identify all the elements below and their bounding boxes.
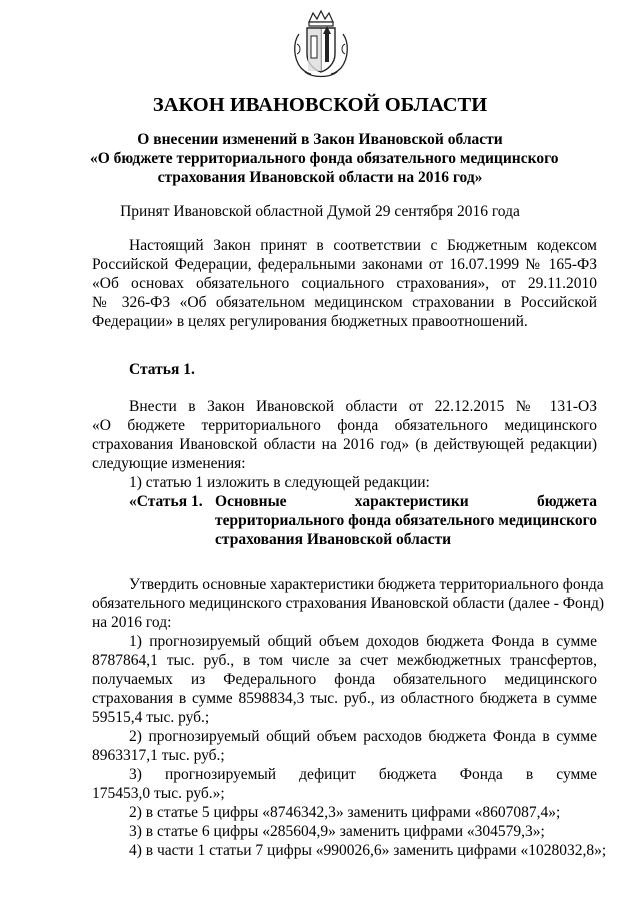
- subitem-1: [92, 632, 597, 727]
- subitem-line: 1) прогнозируемый общий объем доходов бюджета Фонда в сумме: [129, 633, 597, 650]
- ivanovo-coat-of-arms-icon: [285, 8, 357, 80]
- law-title: ЗАКОН ИВАНОВСКОЙ ОБЛАСТИ: [152, 94, 488, 116]
- subitem-line: 3) прогнозируемый дефицит бюджета Фонда в сумме: [129, 766, 597, 783]
- subitem-line: 59515,4 тыс. руб.;: [92, 709, 210, 726]
- subitem-line: 8963317,1 тыс. руб.;: [92, 747, 225, 764]
- approve-paragraph: [92, 575, 605, 632]
- article-1-heading: Статья 1.: [129, 361, 195, 378]
- subitem-3: [92, 765, 597, 803]
- quoted-title-line: страхования Ивановской области: [215, 531, 452, 548]
- subtitle-line: О внесении изменений в Закон Ивановской области: [137, 131, 503, 148]
- intro-line: следующие изменения:: [92, 455, 246, 472]
- quoted-title-line: территориального фонда обязательного медицинского: [215, 512, 597, 529]
- quoted-title-line: Основные характеристики бюджета: [215, 493, 597, 510]
- subtitle-line: страхования Ивановской области на 2016 год»: [157, 169, 483, 186]
- subitem-line: 8787864,1 тыс. руб., в том числе за счет межбюджетных трансфертов,: [92, 652, 597, 669]
- subitem-line: 175453,0 тыс. руб.»;: [92, 785, 225, 802]
- subitem-line: страхования в сумме 8598834,3 тыс. руб., из областного бюджета в сумме: [92, 690, 597, 707]
- subitem-line: получаемых из Федерального фонда обязательного медицинского: [92, 671, 597, 688]
- quoted-article-title: [215, 492, 597, 549]
- law-subtitle: [90, 130, 559, 187]
- amendment-item-1: 1) статью 1 изложить в следующей редакции:: [129, 474, 430, 491]
- preamble-line: Настоящий Закон принят в соответствии с Бюджетным кодексом: [129, 237, 597, 254]
- preamble: [92, 236, 597, 331]
- approve-line: Утвердить основные характеристики бюджета территориального фонда: [129, 576, 604, 593]
- subitem-2: [92, 727, 597, 765]
- preamble-line: Российской Федерации, федеральными законами от 16.07.1999 № 165-ФЗ: [92, 256, 597, 273]
- amendment-item-3: 3) в статье 6 цифры «285604,9» заменить цифрами «304579,3»;: [129, 823, 545, 840]
- intro-line: страхования Ивановской области на 2016 год» (в действующей редакции): [92, 436, 597, 453]
- amendment-item-4: 4) в части 1 статьи 7 цифры «990026,6» заменить цифрами «1028032,8»;: [129, 842, 607, 859]
- approve-line: на 2016 год:: [92, 614, 172, 631]
- subitem-line: 2) прогнозируемый общий объем расходов бюджета Фонда в сумме: [129, 728, 597, 745]
- amendment-item-2: 2) в статье 5 цифры «8746342,3» заменить цифрами «8607087,4»;: [129, 804, 561, 821]
- article-1-intro: [92, 397, 597, 473]
- intro-line: Внести в Закон Ивановской области от 22.12.2015 № 131-ОЗ: [129, 398, 597, 415]
- approve-line: обязательного медицинского страхования Ивановской области (далее - Фонд): [92, 595, 605, 612]
- preamble-line: № 326-ФЗ «Об обязательном медицинском страховании в Российской: [92, 294, 597, 311]
- quoted-article-lead: «Статья 1.: [129, 493, 203, 510]
- subtitle-line: «О бюджете территориального фонда обязательного медицинского: [90, 150, 559, 167]
- preamble-line: Федерации» в целях регулирования бюджетных правоотношений.: [92, 313, 528, 330]
- law-body: [92, 236, 607, 860]
- quoted-article-1: [129, 492, 597, 549]
- adoption-statement: Принят Ивановской областной Думой 29 сентября 2016 года: [120, 203, 520, 220]
- intro-line: «О бюджете территориального фонда обязательного медицинского: [92, 417, 597, 434]
- preamble-line: «Об основах обязательного социального страхования», от 29.11.2010: [92, 275, 597, 292]
